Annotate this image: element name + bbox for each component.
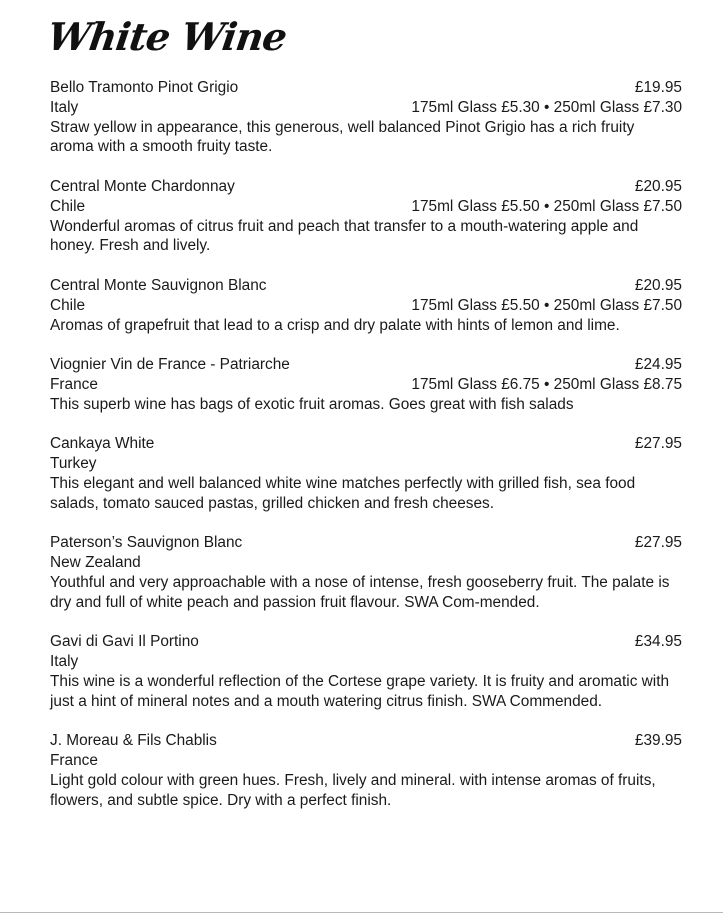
wine-price: £20.95 (634, 177, 682, 195)
wine-origin: Italy (50, 653, 79, 671)
wine-header (50, 78, 682, 98)
wine-meta (50, 197, 682, 217)
wine-header (50, 177, 682, 197)
wine-header (50, 434, 682, 454)
wine-header (50, 276, 682, 296)
wine-origin: Chile (50, 296, 86, 314)
wine-origin: Turkey (50, 455, 97, 473)
wine-description: This wine is a wonderful reflection of the Cortese grape variety. It is fruity and aromatic with just a hint of mineral notes and a mouth watering citrus finish. SWA Commended. (50, 672, 670, 710)
wine-item (50, 78, 682, 157)
wine-description: Wonderful aromas of citrus fruit and peach that transfer to a mouth-watering apple and honey. Fresh and lively. (50, 217, 639, 255)
wine-price: £27.95 (634, 435, 682, 453)
wine-origin: France (50, 752, 98, 770)
wine-origin: Chile (50, 197, 86, 215)
wine-item (50, 533, 682, 612)
wine-origin: France (50, 375, 98, 393)
glass-prices: 175ml Glass £5.50 • 250ml Glass £7.50 (411, 296, 682, 314)
wine-description: This superb wine has bags of exotic fruit aromas. Goes great with fish salads (50, 395, 574, 413)
wine-description: Aromas of grapefruit that lead to a crisp and dry palate with hints of lemon and lime. (50, 316, 620, 334)
wine-name: Bello Tramonto Pinot Grigio (50, 79, 239, 96)
wine-item (50, 434, 682, 513)
wine-price: £24.95 (634, 356, 682, 374)
wine-name: Central Monte Sauvignon Blanc (50, 276, 267, 294)
wine-item (50, 177, 682, 256)
wine-header (50, 355, 682, 375)
glass-prices: 175ml Glass £5.50 • 250ml Glass £7.50 (411, 197, 682, 215)
wine-name: Gavi di Gavi Il Portino (50, 633, 199, 651)
wine-item (50, 355, 682, 414)
wine-meta (50, 751, 682, 771)
wine-name: Viognier Vin de France - Patriarche (50, 356, 290, 374)
wine-description: Light gold colour with green hues. Fresh, lively and mineral. with intense aromas of fruits, flowers, and subtle spice. Dry with a perfect finish. (50, 771, 656, 809)
wine-name: Cankaya White (50, 435, 155, 453)
page-title: White Wine (44, 14, 290, 59)
wine-item (50, 731, 682, 810)
wine-price: £19.95 (634, 79, 682, 96)
wine-meta (50, 454, 682, 474)
wine-price: £39.95 (634, 732, 682, 750)
wine-meta (50, 98, 682, 118)
wine-name: J. Moreau & Fils Chablis (50, 732, 217, 750)
wine-meta (50, 553, 682, 573)
wine-header (50, 533, 682, 553)
wine-list (50, 78, 682, 830)
wine-item (50, 632, 682, 711)
wine-description: Youthful and very approachable with a nose of intense, fresh gooseberry fruit. The palate is dry and full of white peach and passion fruit flavour. SWA Com-mended. (50, 573, 670, 611)
wine-description: Straw yellow in appearance, this generous, well balanced Pinot Grigio has a rich fruity aroma with a smooth fruity taste. (50, 118, 635, 156)
wine-meta (50, 652, 682, 672)
wine-price: £20.95 (634, 276, 682, 294)
wine-meta (50, 296, 682, 316)
wine-description: This elegant and well balanced white wine matches perfectly with grilled fish, sea food salads, tomato sauced pastas, grilled chicken and fresh cheeses. (50, 474, 636, 512)
wine-header (50, 731, 682, 751)
wine-price: £27.95 (634, 534, 682, 552)
glass-prices: 175ml Glass £5.30 • 250ml Glass £7.30 (411, 98, 682, 116)
wine-origin: Italy (50, 98, 79, 116)
wine-price: £34.95 (634, 633, 682, 651)
bottom-divider (0, 912, 723, 913)
wine-meta (50, 375, 682, 395)
wine-origin: New Zealand (50, 554, 141, 572)
wine-header (50, 632, 682, 652)
glass-prices: 175ml Glass £6.75 • 250ml Glass £8.75 (411, 375, 682, 393)
wine-item (50, 276, 682, 335)
wine-name: Central Monte Chardonnay (50, 177, 235, 195)
wine-name: Paterson’s Sauvignon Blanc (50, 534, 243, 552)
